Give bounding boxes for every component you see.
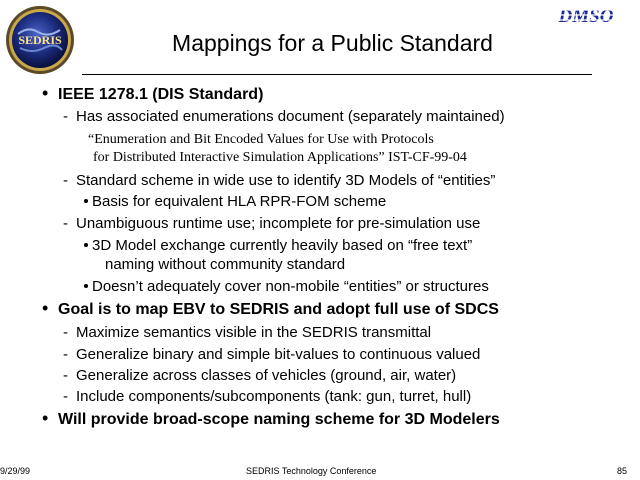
quote-line: “Enumeration and Bit Encoded Values for Use with Protocols [88, 132, 434, 147]
sub-item [63, 108, 505, 126]
sub-sub-item: Doesn’t adequately cover non-mobile “entities” or structures [92, 278, 489, 295]
sub-item [63, 324, 432, 342]
footer-page-number: 85 [617, 466, 628, 476]
sub-item [63, 215, 481, 233]
bullet-marker: • [42, 408, 49, 428]
quote-line: for Distributed Interactive Simulation Applications” IST-CF-99-04 [93, 150, 467, 165]
dash-marker: - [63, 324, 68, 341]
sub-item [63, 367, 457, 385]
sub-item-text: Generalize across classes of vehicles (ground, air, water) [76, 367, 457, 384]
sub-item-text: Maximize semantics visible in the SEDRIS transmittal [76, 324, 432, 341]
bullet-marker: • [42, 83, 49, 103]
bullet-marker: • [42, 298, 49, 318]
bullet-naming: Will provide broad-scope naming scheme for 3D Modelers [58, 411, 500, 428]
sub-item-text: Unambiguous runtime use; incomplete for pre-simulation use [76, 215, 481, 232]
dash-marker: - [63, 346, 68, 363]
sub-item [63, 388, 472, 406]
svg-text:SEDRIS: SEDRIS [18, 33, 62, 47]
sub-sub-item: Basis for equivalent HLA RPR-FOM scheme [92, 193, 387, 210]
dash-marker: - [63, 367, 68, 384]
dash-marker: - [63, 108, 68, 125]
slide-title: Mappings for a Public Standard [172, 30, 493, 56]
sub-item-text: Has associated enumerations document (separately maintained) [76, 108, 505, 125]
dash-marker: - [63, 172, 68, 189]
sub-item-text: Generalize binary and simple bit-values to continuous valued [76, 346, 481, 363]
svg-text:DMSO: DMSO [558, 6, 614, 26]
sub-bullet-dot [84, 284, 88, 288]
sub-sub-item-continued: naming without community standard [105, 256, 346, 273]
title-divider [82, 74, 592, 75]
footer-conference: SEDRIS Technology Conference [246, 466, 377, 476]
sub-sub-item: 3D Model exchange currently heavily based on “free text” [92, 237, 473, 254]
sub-item [63, 172, 496, 190]
sub-item-text: Standard scheme in wide use to identify 3D Models of “entities” [76, 172, 496, 189]
bullet-ieee: IEEE 1278.1 (DIS Standard) [58, 86, 264, 103]
bullet-goal: Goal is to map EBV to SEDRIS and adopt full use of SDCS [58, 301, 499, 318]
dmso-logo [538, 4, 634, 26]
footer-date: 9/29/99 [0, 466, 31, 476]
sub-item-text: Include components/subcomponents (tank: gun, turret, hull) [76, 388, 472, 405]
dash-marker: - [63, 388, 68, 405]
sub-bullet-dot [84, 199, 88, 203]
dash-marker: - [63, 215, 68, 232]
sub-bullet-dot [84, 243, 88, 247]
sub-item [63, 346, 481, 364]
